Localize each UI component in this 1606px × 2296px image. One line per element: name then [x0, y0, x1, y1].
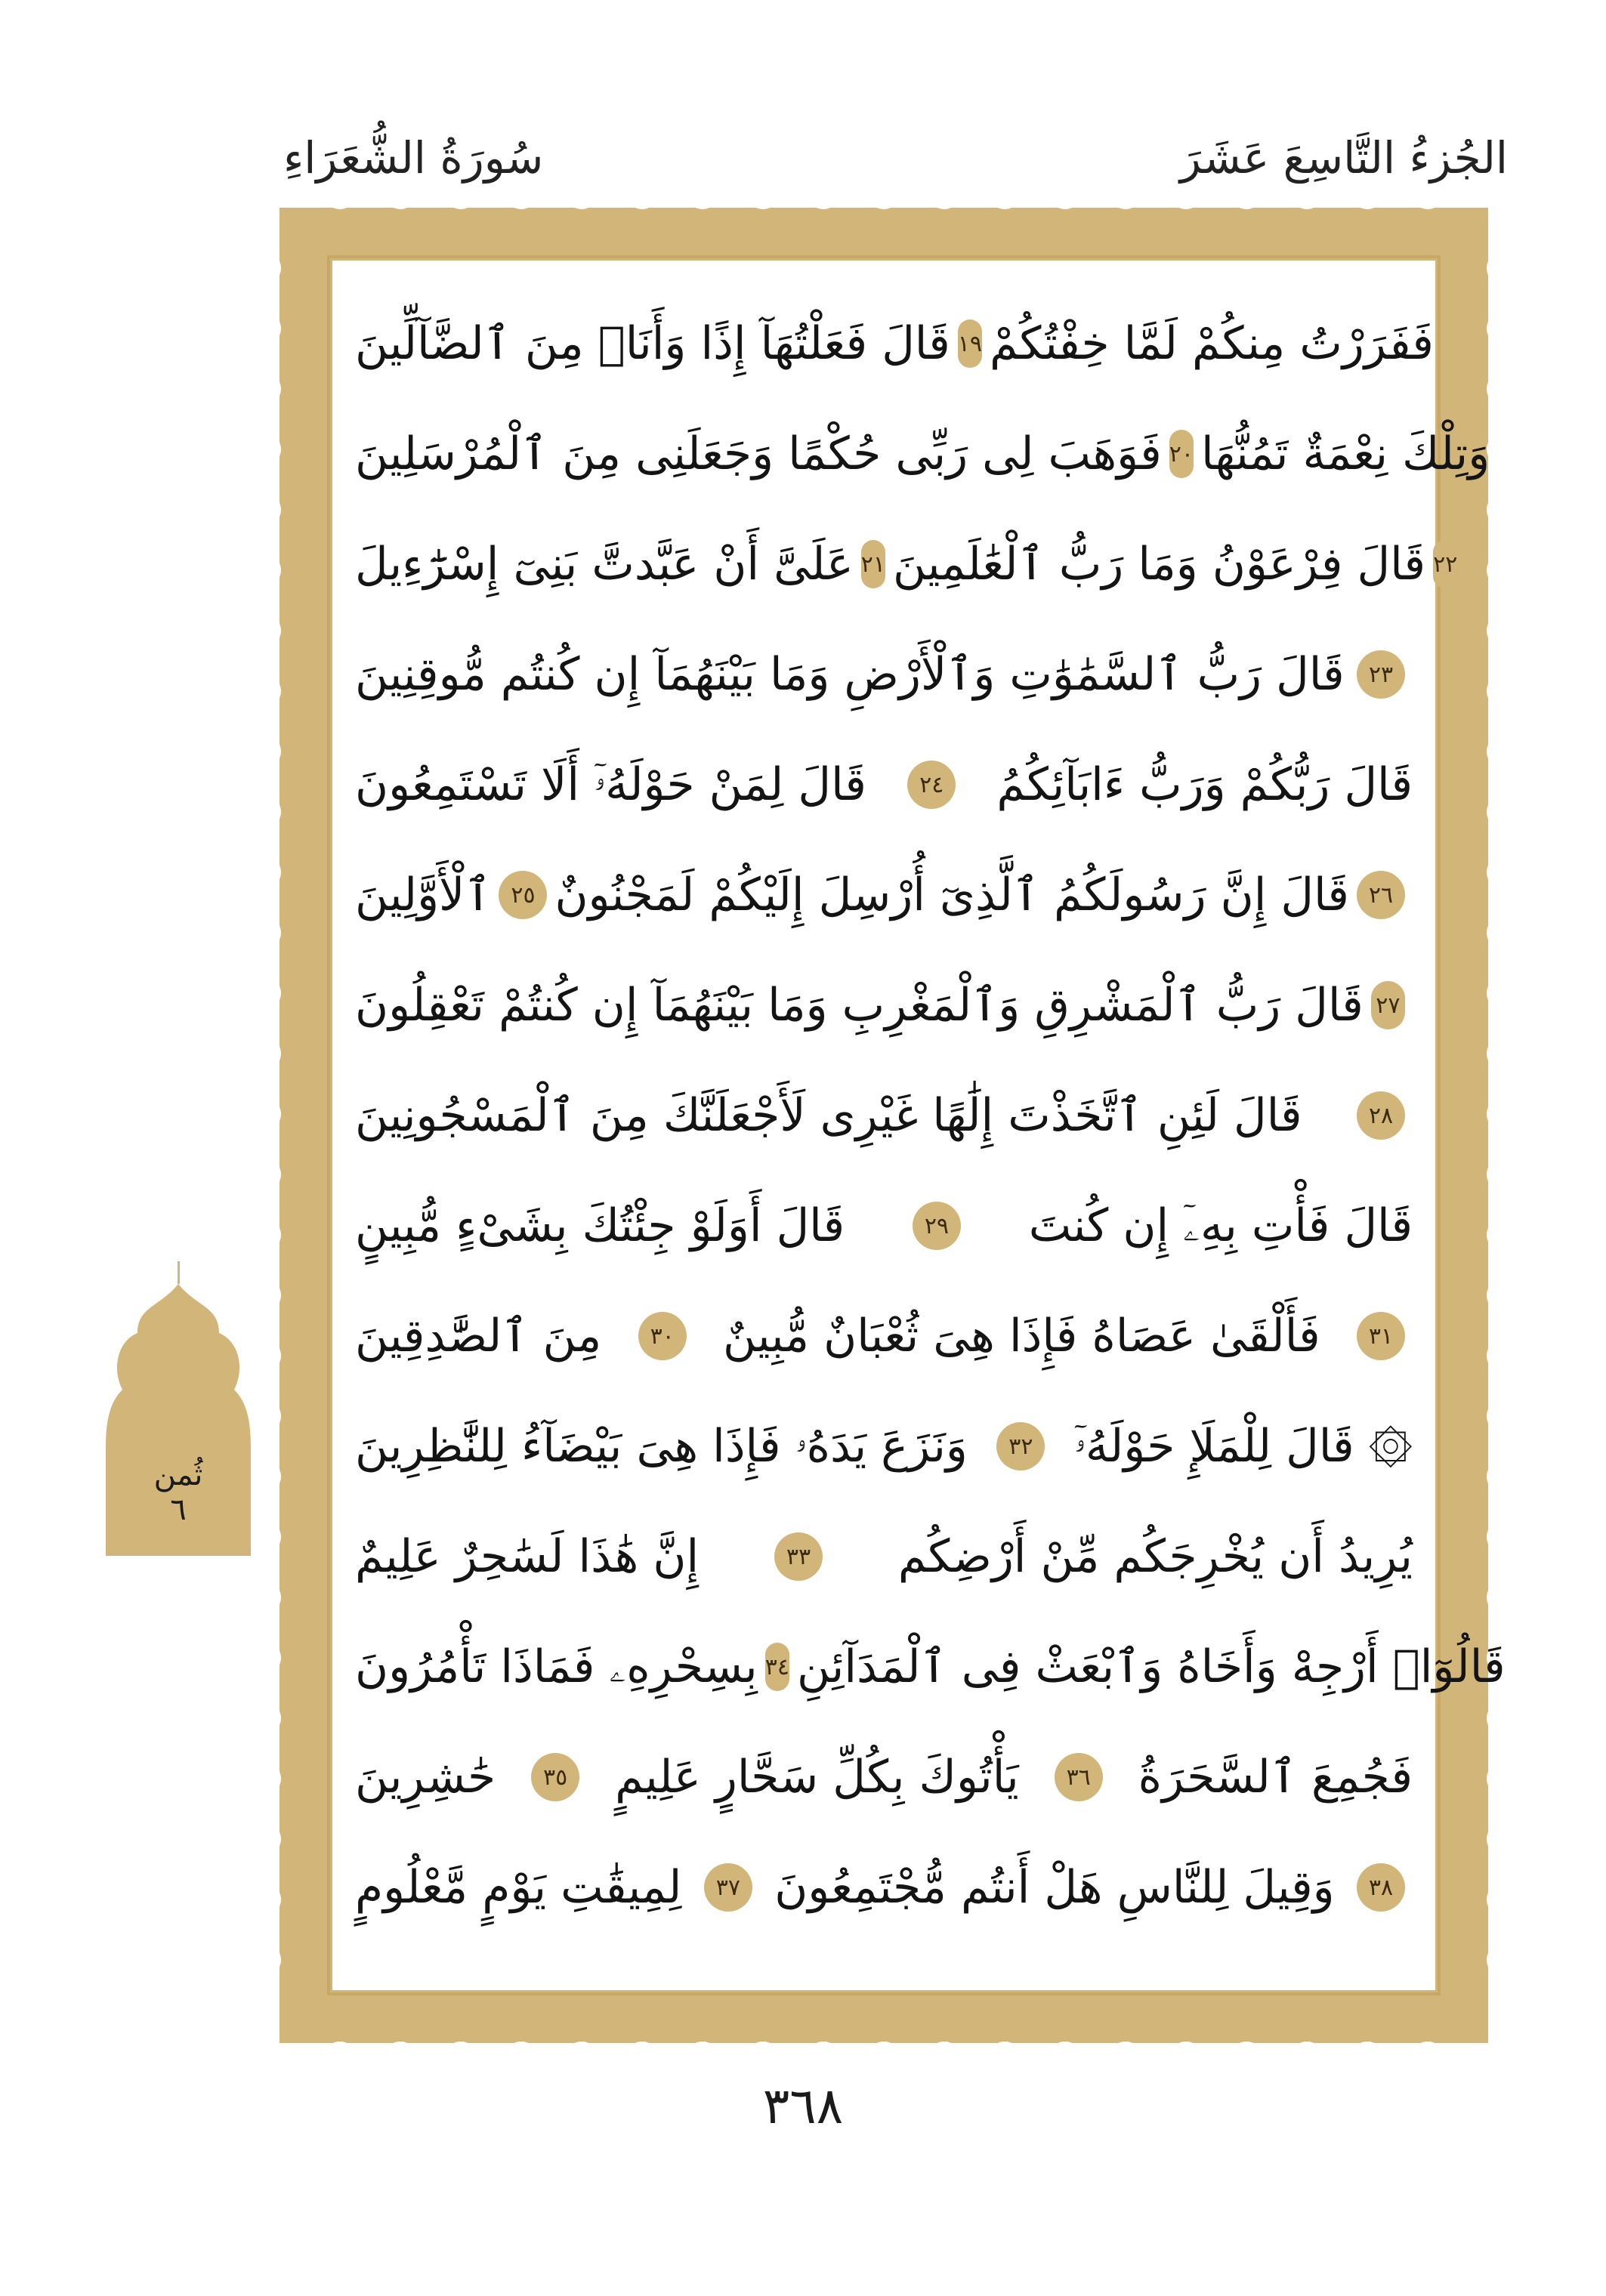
- surah-title: سُورَةُ الشُّعَرَاءِ: [283, 132, 544, 184]
- verse-number-marker: ٣٧: [704, 1863, 752, 1912]
- text-line-5: [355, 732, 1413, 838]
- verse-number-marker: ٣٠: [638, 1312, 687, 1360]
- verse-text: حَٰشِرِينَ: [355, 1751, 496, 1804]
- verse-number-marker: ٢٣: [1357, 650, 1405, 699]
- hizb-label-number: ٦: [170, 1492, 187, 1527]
- verse-text: قَالَ رَبُّ ٱلْمَشْرِقِ وَٱلْمَغْرِبِ وَمَا بَيْنَهُمَآ إِن كُنتُمْ تَعْقِلُونَ: [355, 979, 1364, 1032]
- verse-text: بِسِحْرِهِۦ فَمَاذَا تَأْمُرُونَ: [355, 1640, 758, 1693]
- hizb-label-text: ثُمن: [153, 1458, 203, 1492]
- verse-number-marker: ٢١: [861, 540, 885, 588]
- verse-text: فَأَلْقَىٰ عَصَاهُ فَإِذَا هِىَ ثُعْبَانٌ مُّبِينٌ: [723, 1310, 1320, 1362]
- verse-text: إِنَّ هَٰذَا لَسَٰحِرٌ عَلِيمٌ: [355, 1530, 700, 1583]
- text-line-12: [355, 1504, 1413, 1609]
- verse-number-marker: ٣١: [1357, 1312, 1405, 1360]
- verse-text: فَفَرَرْتُ مِنكُمْ لَمَّا خِفْتُكُمْ: [990, 317, 1434, 370]
- text-line-4: [355, 622, 1413, 727]
- verse-number-marker: ٣٤: [765, 1643, 789, 1691]
- text-line-1: [355, 291, 1434, 397]
- verse-number-marker: ٢٨: [1357, 1091, 1405, 1140]
- verse-number-marker: ٢٥: [499, 871, 547, 919]
- juz-title: الجُزءُ التَّاسِعَ عَشَرَ: [1179, 132, 1508, 184]
- verse-text: لِمِيقَٰتِ يَوْمٍ مَّعْلُومٍ: [355, 1861, 682, 1914]
- verse-text: مِنَ ٱلصَّٰدِقِينَ: [355, 1310, 602, 1362]
- verse-number-marker: ٢٧: [1371, 981, 1405, 1029]
- verse-text: وَقِيلَ لِلنَّاسِ هَلْ أَنتُم مُّجْتَمِعُونَ: [774, 1861, 1335, 1914]
- verse-number-marker: ٢٦: [1357, 871, 1405, 919]
- verse-text: قَالَ فَعَلْتُهَآ إِذًا وَأَنَا۠ مِنَ ٱلضَّآلِّينَ: [355, 317, 950, 370]
- verse-number-marker: ٣٣: [774, 1532, 823, 1581]
- verse-number-marker: ١٩: [958, 319, 982, 368]
- text-line-6: [355, 842, 1413, 948]
- text-line-13: [355, 1614, 1506, 1720]
- verse-number-marker: ٣٨: [1357, 1863, 1405, 1912]
- verse-text: وَنَزَعَ يَدَهُۥ فَإِذَا هِىَ بَيْضَآءُ لِلنَّٰظِرِينَ: [355, 1420, 968, 1473]
- page-number: ٣٦٨: [762, 2077, 844, 2135]
- verse-text: قَالَ لَئِنِ ٱتَّخَذْتَ إِلَٰهًا غَيْرِى لَأَجْعَلَنَّكَ مِنَ ٱلْمَسْجُونِينَ: [355, 1089, 1302, 1142]
- verse-text: قَالُوٓا۟ أَرْجِهْ وَأَخَاهُ وَٱبْعَثْ فِى ٱلْمَدَآئِنِ: [796, 1640, 1506, 1693]
- verse-number-marker: ٣٢: [996, 1422, 1045, 1470]
- text-line-8: [355, 1063, 1413, 1168]
- text-line-10: [355, 1283, 1413, 1389]
- verse-text: وَتِلْكَ نِعْمَةٌ تَمُنُّهَا: [1201, 427, 1490, 480]
- verse-number-marker: ٢٠: [1169, 430, 1194, 478]
- quran-text: [355, 291, 1506, 1952]
- verse-text: عَلَىَّ أَنْ عَبَّدتَّ بَنِىٓ إِسْرَٰٓءِيلَ: [355, 538, 854, 591]
- verse-number-marker: ٣٥: [531, 1753, 579, 1801]
- verse-text: قَالَ رَبُّ ٱلسَّمَٰوَٰتِ وَٱلْأَرْضِ وَمَا بَيْنَهُمَآ إِن كُنتُم مُّوقِنِينَ: [355, 648, 1345, 701]
- text-line-15: [355, 1835, 1413, 1940]
- verse-number-marker: ٢٢: [1433, 540, 1457, 588]
- text-line-14: [355, 1724, 1413, 1830]
- verse-text: يُرِيدُ أَن يُخْرِجَكُم مِّنْ أَرْضِكُم: [897, 1530, 1413, 1583]
- verse-text: قَالَ رَبُّكُمْ وَرَبُّ ءَابَآئِكُمُ: [996, 758, 1413, 811]
- verse-text: فَوَهَبَ لِى رَبِّى حُكْمًا وَجَعَلَنِى مِنَ ٱلْمُرْسَلِينَ: [355, 427, 1162, 480]
- text-line-3: [355, 511, 1458, 617]
- verse-text: ۞ قَالَ لِلْمَلَإِ حَوْلَهُۥٓ: [1073, 1420, 1413, 1473]
- verse-text: فَجُمِعَ ٱلسَّحَرَةُ: [1138, 1751, 1413, 1804]
- verse-text: قَالَ فِرْعَوْنُ وَمَا رَبُّ ٱلْعَٰلَمِينَ: [893, 538, 1426, 591]
- verse-text: يَأْتُوكَ بِكُلِّ سَحَّارٍ عَلِيمٍ: [615, 1751, 1019, 1804]
- text-line-11: [355, 1393, 1413, 1499]
- verse-number-marker: ٢٩: [913, 1202, 961, 1250]
- verse-text: قَالَ لِمَنْ حَوْلَهُۥٓ أَلَا تَسْتَمِعُونَ: [355, 758, 866, 811]
- text-line-7: [355, 952, 1413, 1058]
- verse-text: قَالَ إِنَّ رَسُولَكُمُ ٱلَّذِىٓ أُرْسِلَ إِلَيْكُمْ لَمَجْنُونٌ: [554, 869, 1349, 921]
- verse-text: قَالَ فَأْتِ بِهِۦٓ إِن كُنتَ: [1028, 1199, 1413, 1252]
- hizb-marker-label: [106, 1458, 251, 1527]
- verse-number-marker: ٢٤: [907, 761, 956, 809]
- text-line-2: [355, 401, 1490, 507]
- verse-number-marker: ٣٦: [1055, 1753, 1103, 1801]
- verse-text: ٱلْأَوَّلِينَ: [355, 869, 492, 921]
- verse-text: قَالَ أَوَلَوْ جِئْتُكَ بِشَىْءٍ مُّبِينٍ: [355, 1199, 845, 1252]
- text-line-9: [355, 1173, 1413, 1279]
